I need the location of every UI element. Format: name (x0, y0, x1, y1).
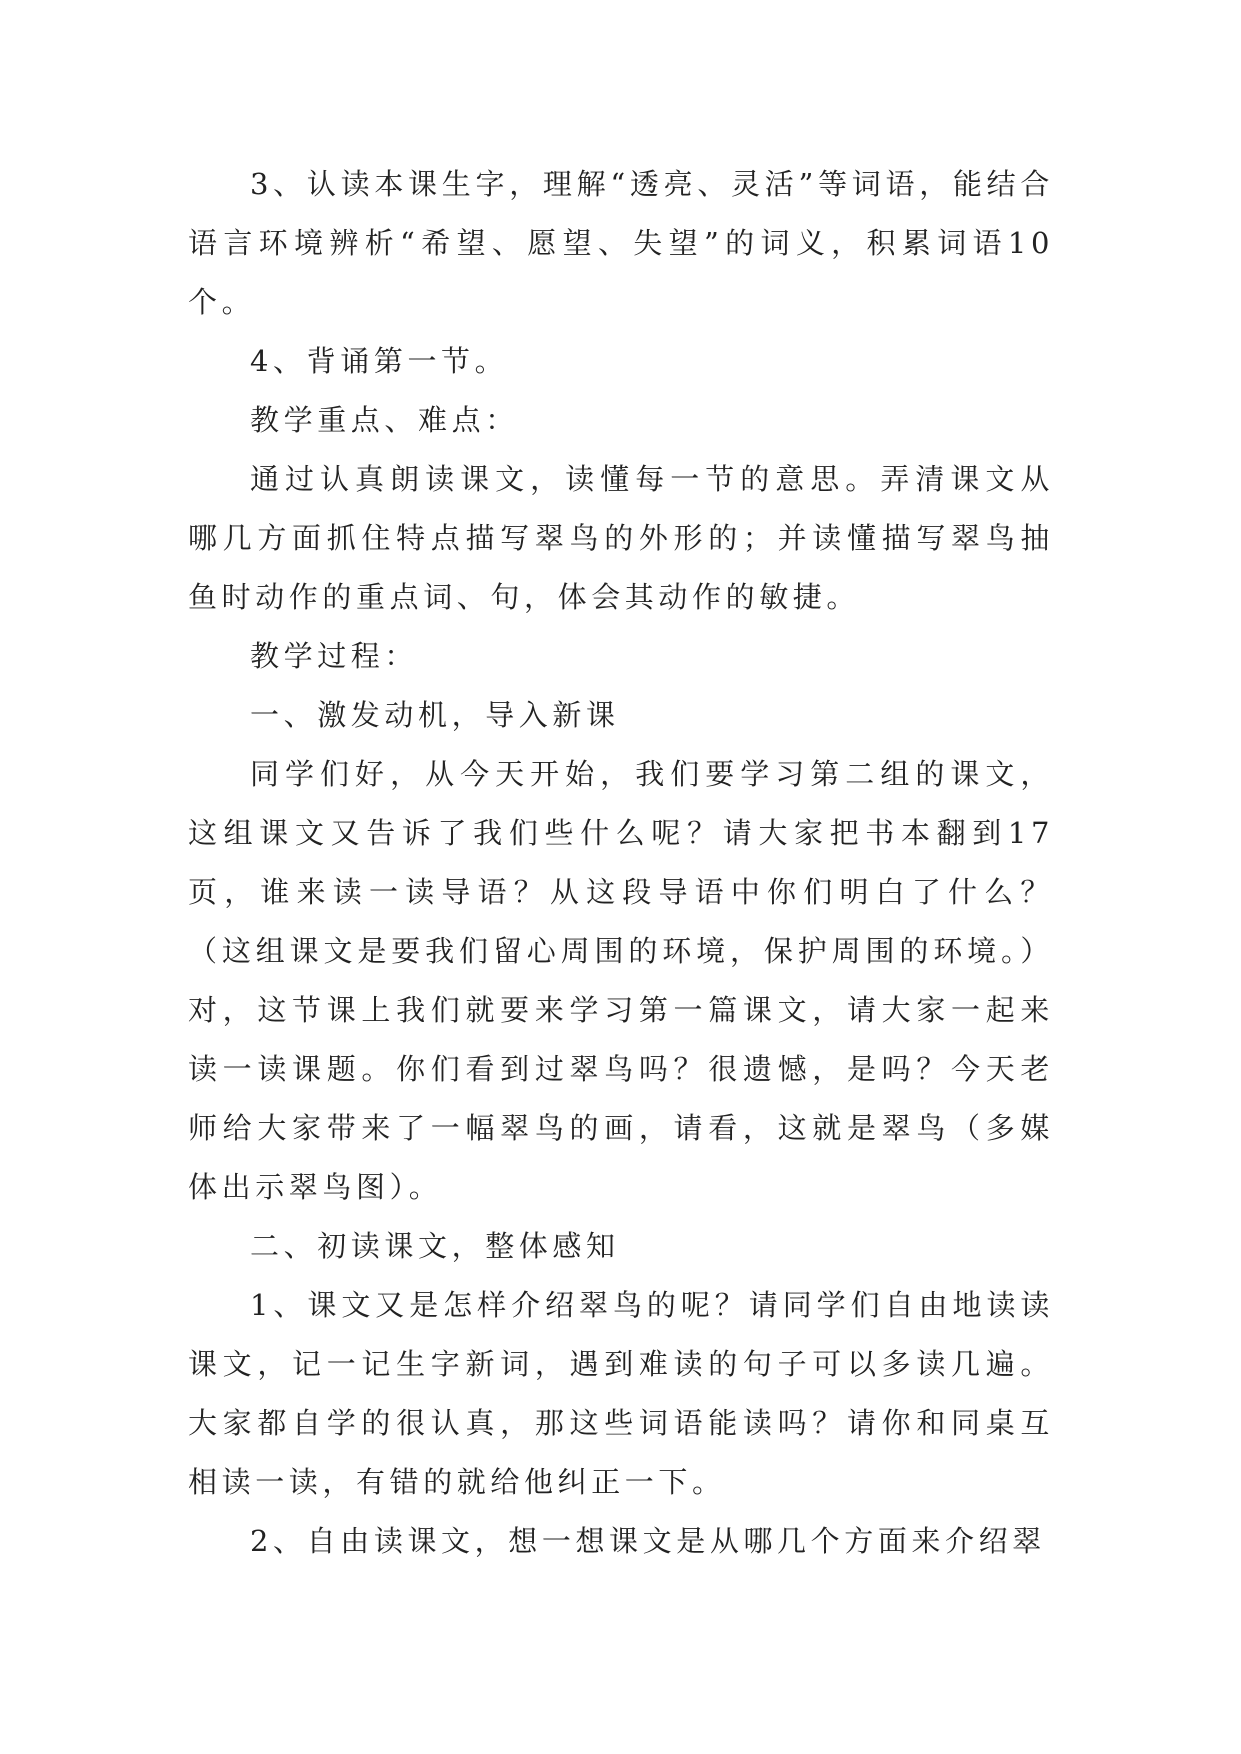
paragraph-objective-3: 3、认读本课生字，理解“透亮、灵活”等词语，能结合语言环境辨析“希望、愿望、失望”的词义，积累词语10个。 (188, 167, 1054, 319)
paragraph-section-2-heading: 二、初读课文，整体感知 (250, 1229, 620, 1263)
paragraph-section-1-body: 同学们好，从今天开始，我们要学习第二组的课文，这组课文又告诉了我们些什么呢？请大家把书本翻到17页，谁来读一读导语？从这段导语中你们明白了什么？（这组课文是要我们留心周围的环境，保护周围的环境。）对，这节课上我们就要来学习第一篇课文，请大家一起来读一读课题。你们看到过翠鸟吗？很遗憾，是吗？今天老师给大家带来了一幅翠鸟的画，请看，这就是翠鸟（多媒体出示翠鸟图）。 (188, 757, 1054, 1204)
paragraph-key-points: 通过认真朗读课文，读懂每一节的意思。弄清课文从哪几方面抓住特点描写翠鸟的外形的；并读懂描写翠鸟抽鱼时动作的重点词、句，体会其动作的敏捷。 (188, 462, 1054, 614)
paragraph-process-heading: 教学过程： (250, 639, 419, 673)
paragraph-section-2-step-1: 1、课文又是怎样介绍翠鸟的呢？请同学们自由地读读课文，记一记生字新词，遇到难读的句子可以多读几遍。大家都自学的很认真，那这些词语能读吗？请你和同桌互相读一读，有错的就给他纠正一下。 (188, 1288, 1054, 1499)
paragraph-section-1-heading: 一、激发动机，导入新课 (250, 698, 620, 732)
document-body (188, 155, 1054, 1571)
paragraph-objective-4: 4、背诵第一节。 (250, 344, 509, 378)
paragraph-section-2-step-2: 2、自由读课文，想一想课文是从哪几个方面来介绍翠 (250, 1524, 1046, 1558)
paragraph-key-points-heading: 教学重点、难点： (250, 403, 519, 437)
